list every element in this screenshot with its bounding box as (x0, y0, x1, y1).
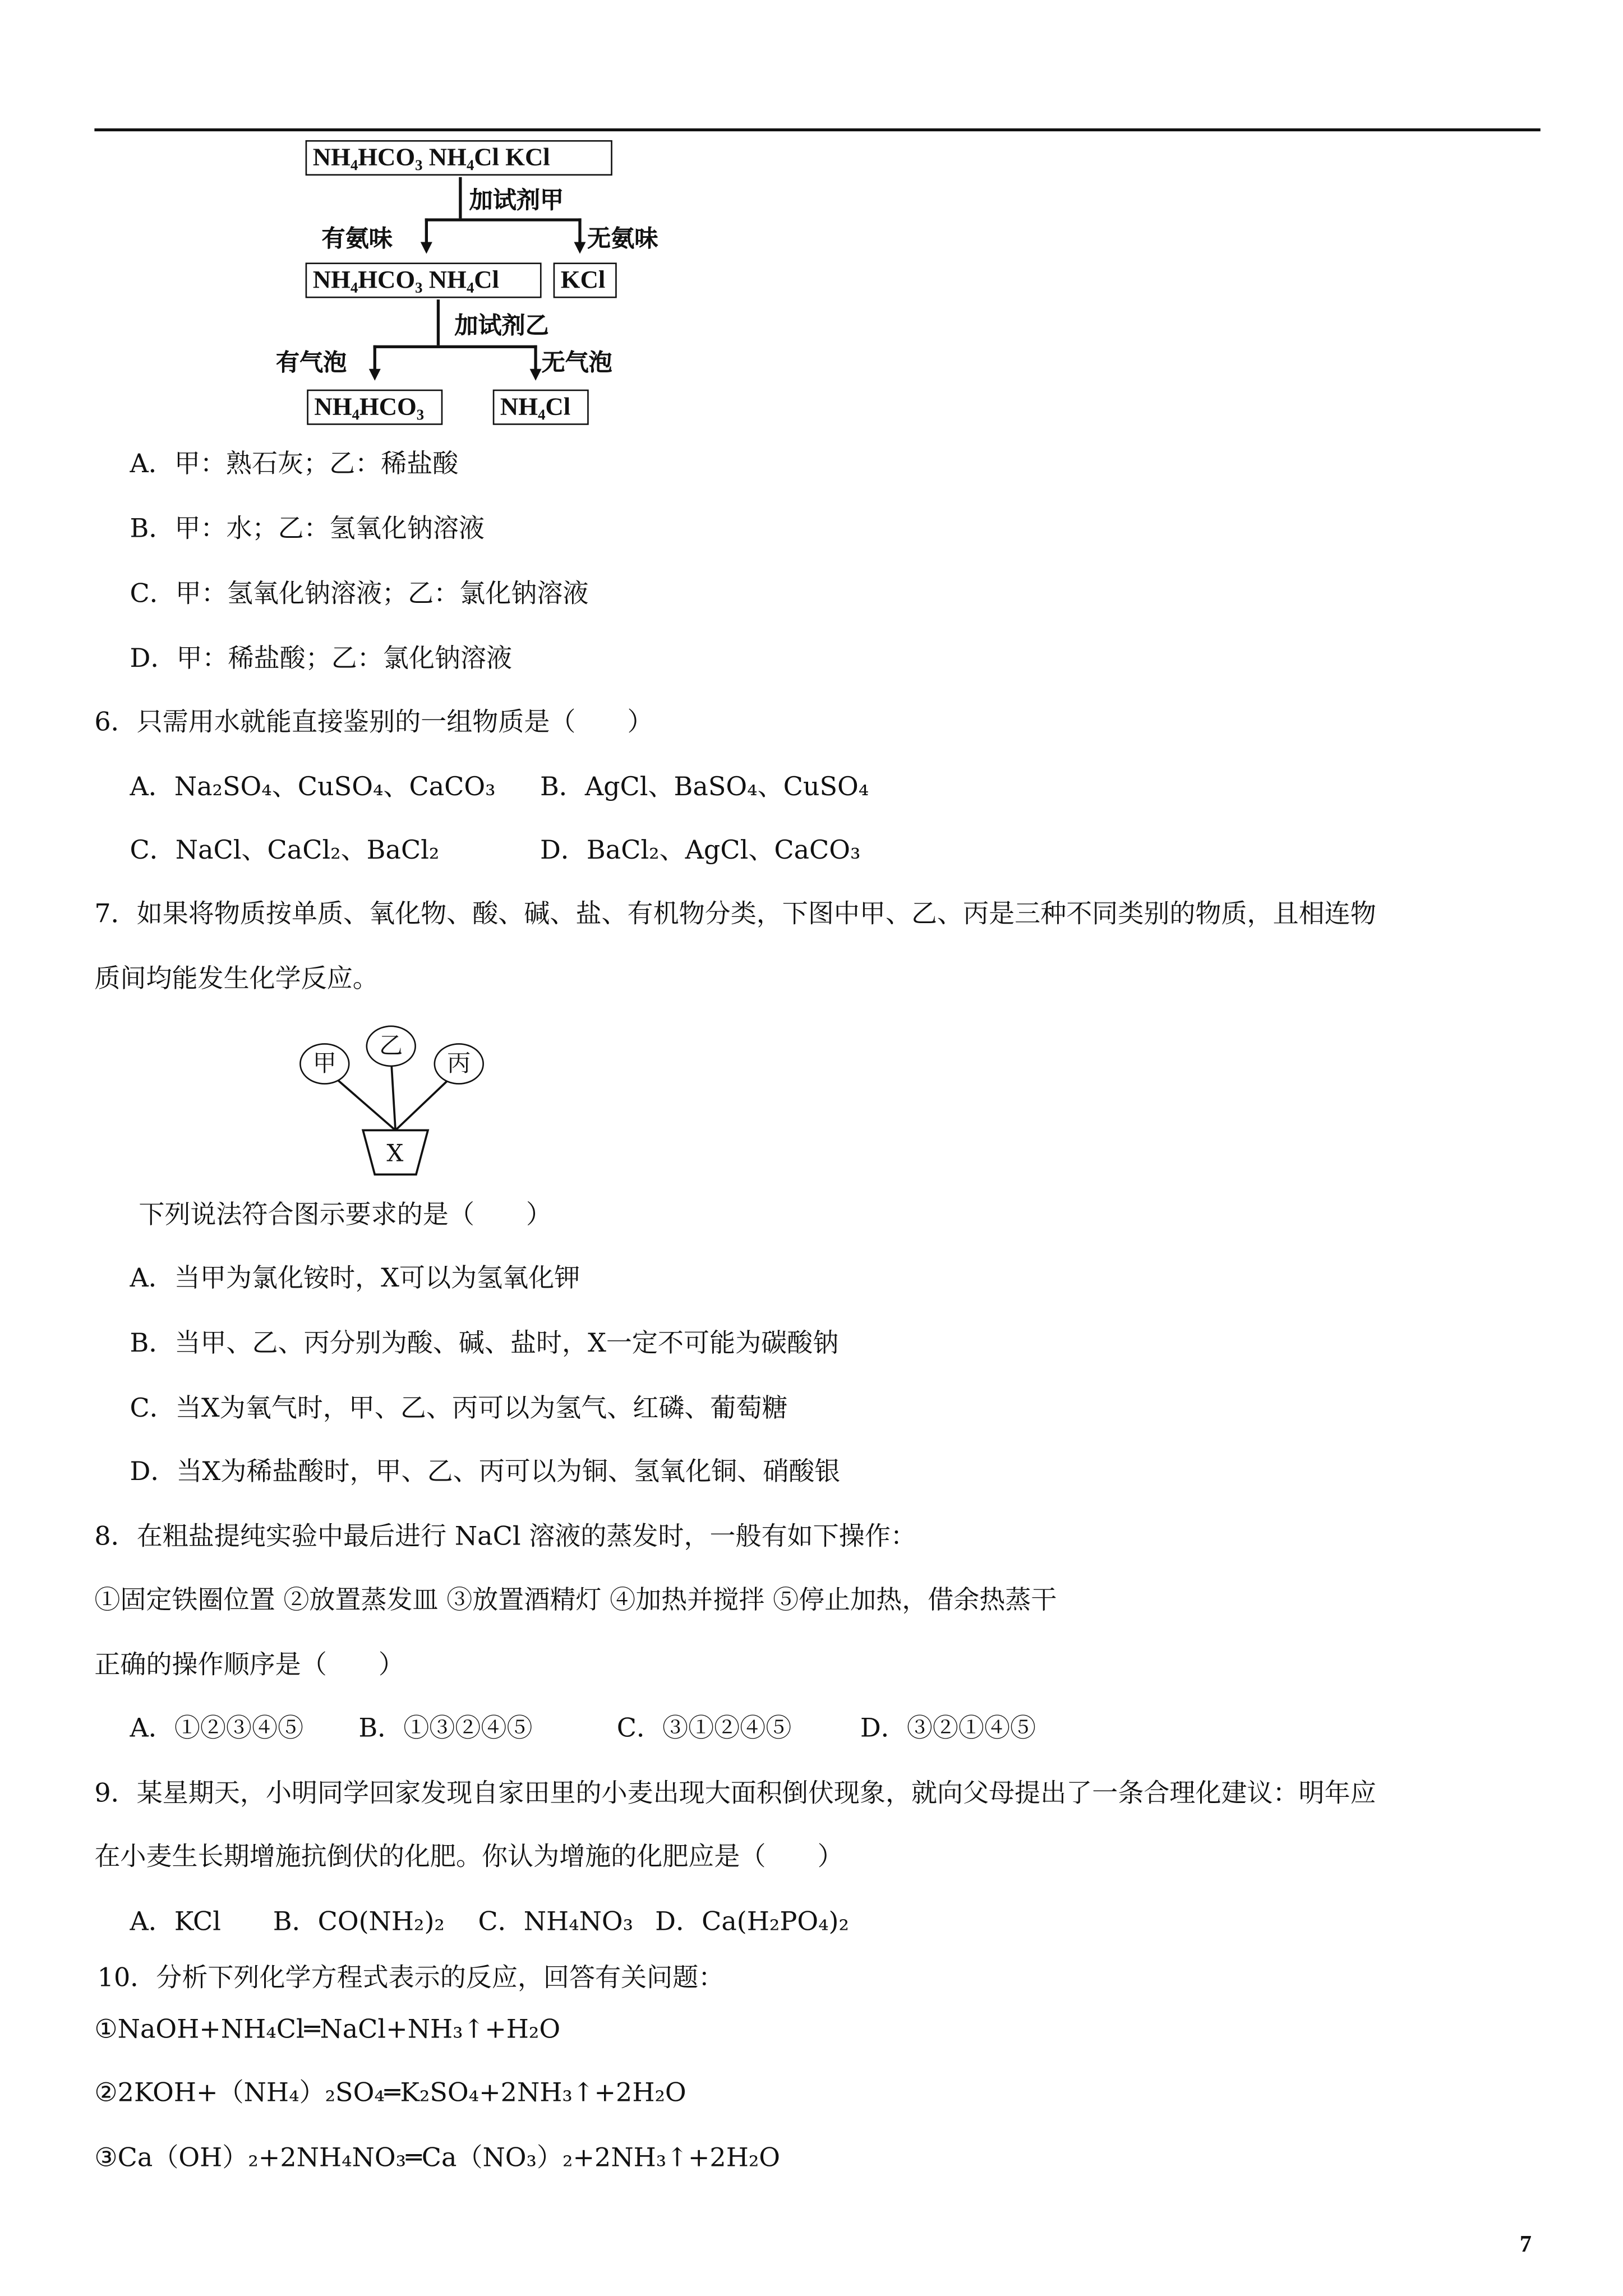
flow-connector (578, 218, 580, 245)
arrow-down-icon (574, 242, 585, 253)
q5-option-a: A．甲：熟石灰；乙：稀盐酸 (130, 450, 459, 480)
q8-option-d: D．③②①④⑤ (860, 1714, 1036, 1744)
node-jia: 甲 (299, 1043, 349, 1085)
q5-option-c: C．甲：氢氧化钠溶液；乙：氯化钠溶液 (130, 579, 589, 610)
q7-option-d: D．当X为稀盐酸时，甲、乙、丙可以为铜、氢氧化铜、硝酸银 (130, 1458, 841, 1488)
q9-option-d: D．Ca(H₂PO₄)₂ (655, 1907, 850, 1938)
q9-stem-line1: 9．某星期天，小明同学回家发现自家田里的小麦出现大面积倒伏现象，就向父母提出了一条合理化建议：明年应 (94, 1779, 1376, 1809)
q6-option-d: D．BaCl₂、AgCl、CaCO₃ (540, 836, 861, 866)
flow-mid-left-box: NH₄HCO₃ NH₄Cl (306, 262, 542, 298)
q6-option-c: C．NaCl、CaCl₂、BaCl₂ (130, 836, 440, 866)
flow-connector (459, 177, 461, 219)
q8-option-c: C．③①②④⑤ (616, 1714, 792, 1744)
flow-connector (437, 299, 439, 345)
node-bing: 丙 (434, 1043, 484, 1085)
arrow-down-icon (530, 369, 542, 381)
q9-stem-line2: 在小麦生长期增施抗倒伏的化肥。你认为增施的化肥应是（ ） (94, 1843, 843, 1873)
header-rule (94, 128, 1540, 131)
q8-steps: ①固定铁圈位置 ②放置蒸发皿 ③放置酒精灯 ④加热并搅拌 ⑤停止加热，借余热蒸干 (94, 1586, 1057, 1616)
flow-connector (534, 345, 536, 372)
q5-option-b: B．甲：水；乙：氢氧化钠溶液 (130, 515, 485, 545)
node-x: X (386, 1139, 404, 1168)
flow-connector (374, 345, 537, 348)
flow-connector (374, 345, 376, 372)
flow-end-right-box: NH₄Cl (493, 390, 589, 425)
flow-left1: 有氨味 (321, 224, 393, 252)
q7-stem-line1: 7．如果将物质按单质、氧化物、酸、碱、盐、有机物分类，下图中甲、乙、丙是三种不同类别的物质，且相连物 (94, 900, 1376, 930)
q7-stem-line2: 质间均能发生化学反应。 (94, 965, 379, 995)
q7-option-a: A．当甲为氯化铵时，X可以为氢氧化钾 (130, 1264, 580, 1294)
page-number: 7 (1519, 2232, 1532, 2258)
q6-stem: 6．只需用水就能直接鉴别的一组物质是（ ） (94, 708, 653, 738)
q9-option-a: A．KCl (130, 1907, 221, 1938)
flow-connector (425, 218, 427, 245)
arrow-down-icon (421, 242, 432, 253)
q10-equation-2: ②2KOH+（NH₄）₂SO₄═K₂SO₄+2NH₃↑+2H₂O (94, 2079, 686, 2109)
flow-start-box: NH₄HCO₃ NH₄Cl KCl (306, 140, 612, 176)
q8-option-b: B．①③②④⑤ (358, 1714, 533, 1744)
q7-sub-stem: 下列说法符合图示要求的是（ ） (139, 1201, 552, 1231)
flow-connector (425, 218, 582, 220)
node-yi: 乙 (366, 1026, 416, 1067)
q7-option-c: C．当X为氧气时，甲、乙、丙可以为氢气、红磷、葡萄糖 (130, 1394, 788, 1424)
flow-right2: 无气泡 (541, 348, 612, 376)
arrow-down-icon (369, 369, 381, 381)
flow-mid-right-box: KCl (554, 262, 617, 298)
q9-option-c: C．NH₄NO₃ (478, 1907, 634, 1938)
flow-left2: 有气泡 (275, 348, 347, 376)
q5-option-d: D．甲：稀盐酸；乙：氯化钠溶液 (130, 644, 513, 675)
q10-equation-1: ①NaOH+NH₄Cl═NaCl+NH₃↑+H₂O (94, 2015, 561, 2045)
q7-option-b: B．当甲、乙、丙分别为酸、碱、盐时，X一定不可能为碳酸钠 (130, 1329, 839, 1359)
q6-option-b: B．AgCl、BaSO₄、CuSO₄ (540, 773, 869, 803)
q10-stem: 10．分析下列化学方程式表示的反应，回答有关问题： (97, 1963, 725, 1994)
flow-reagent1: 加试剂甲 (469, 186, 564, 214)
flow-right1: 无氨味 (587, 224, 658, 252)
flow-end-left-box: NH₄HCO₃ (307, 390, 442, 425)
q8-stem: 8．在粗盐提纯实验中最后进行 NaCl 溶液的蒸发时，一般有如下操作： (94, 1523, 916, 1552)
q9-option-b: B．CO(NH₂)₂ (273, 1907, 445, 1938)
q8-question: 正确的操作顺序是（ ） (94, 1651, 404, 1681)
q8-option-a: A．①②③④⑤ (130, 1714, 304, 1744)
q10-equation-3: ③Ca（OH）₂+2NH₄NO₃═Ca（NO₃）₂+2NH₃↑+2H₂O (94, 2143, 781, 2174)
q6-option-a: A．Na₂SO₄、CuSO₄、CaCO₃ (130, 773, 496, 803)
flow-reagent2: 加试剂乙 (454, 311, 549, 340)
